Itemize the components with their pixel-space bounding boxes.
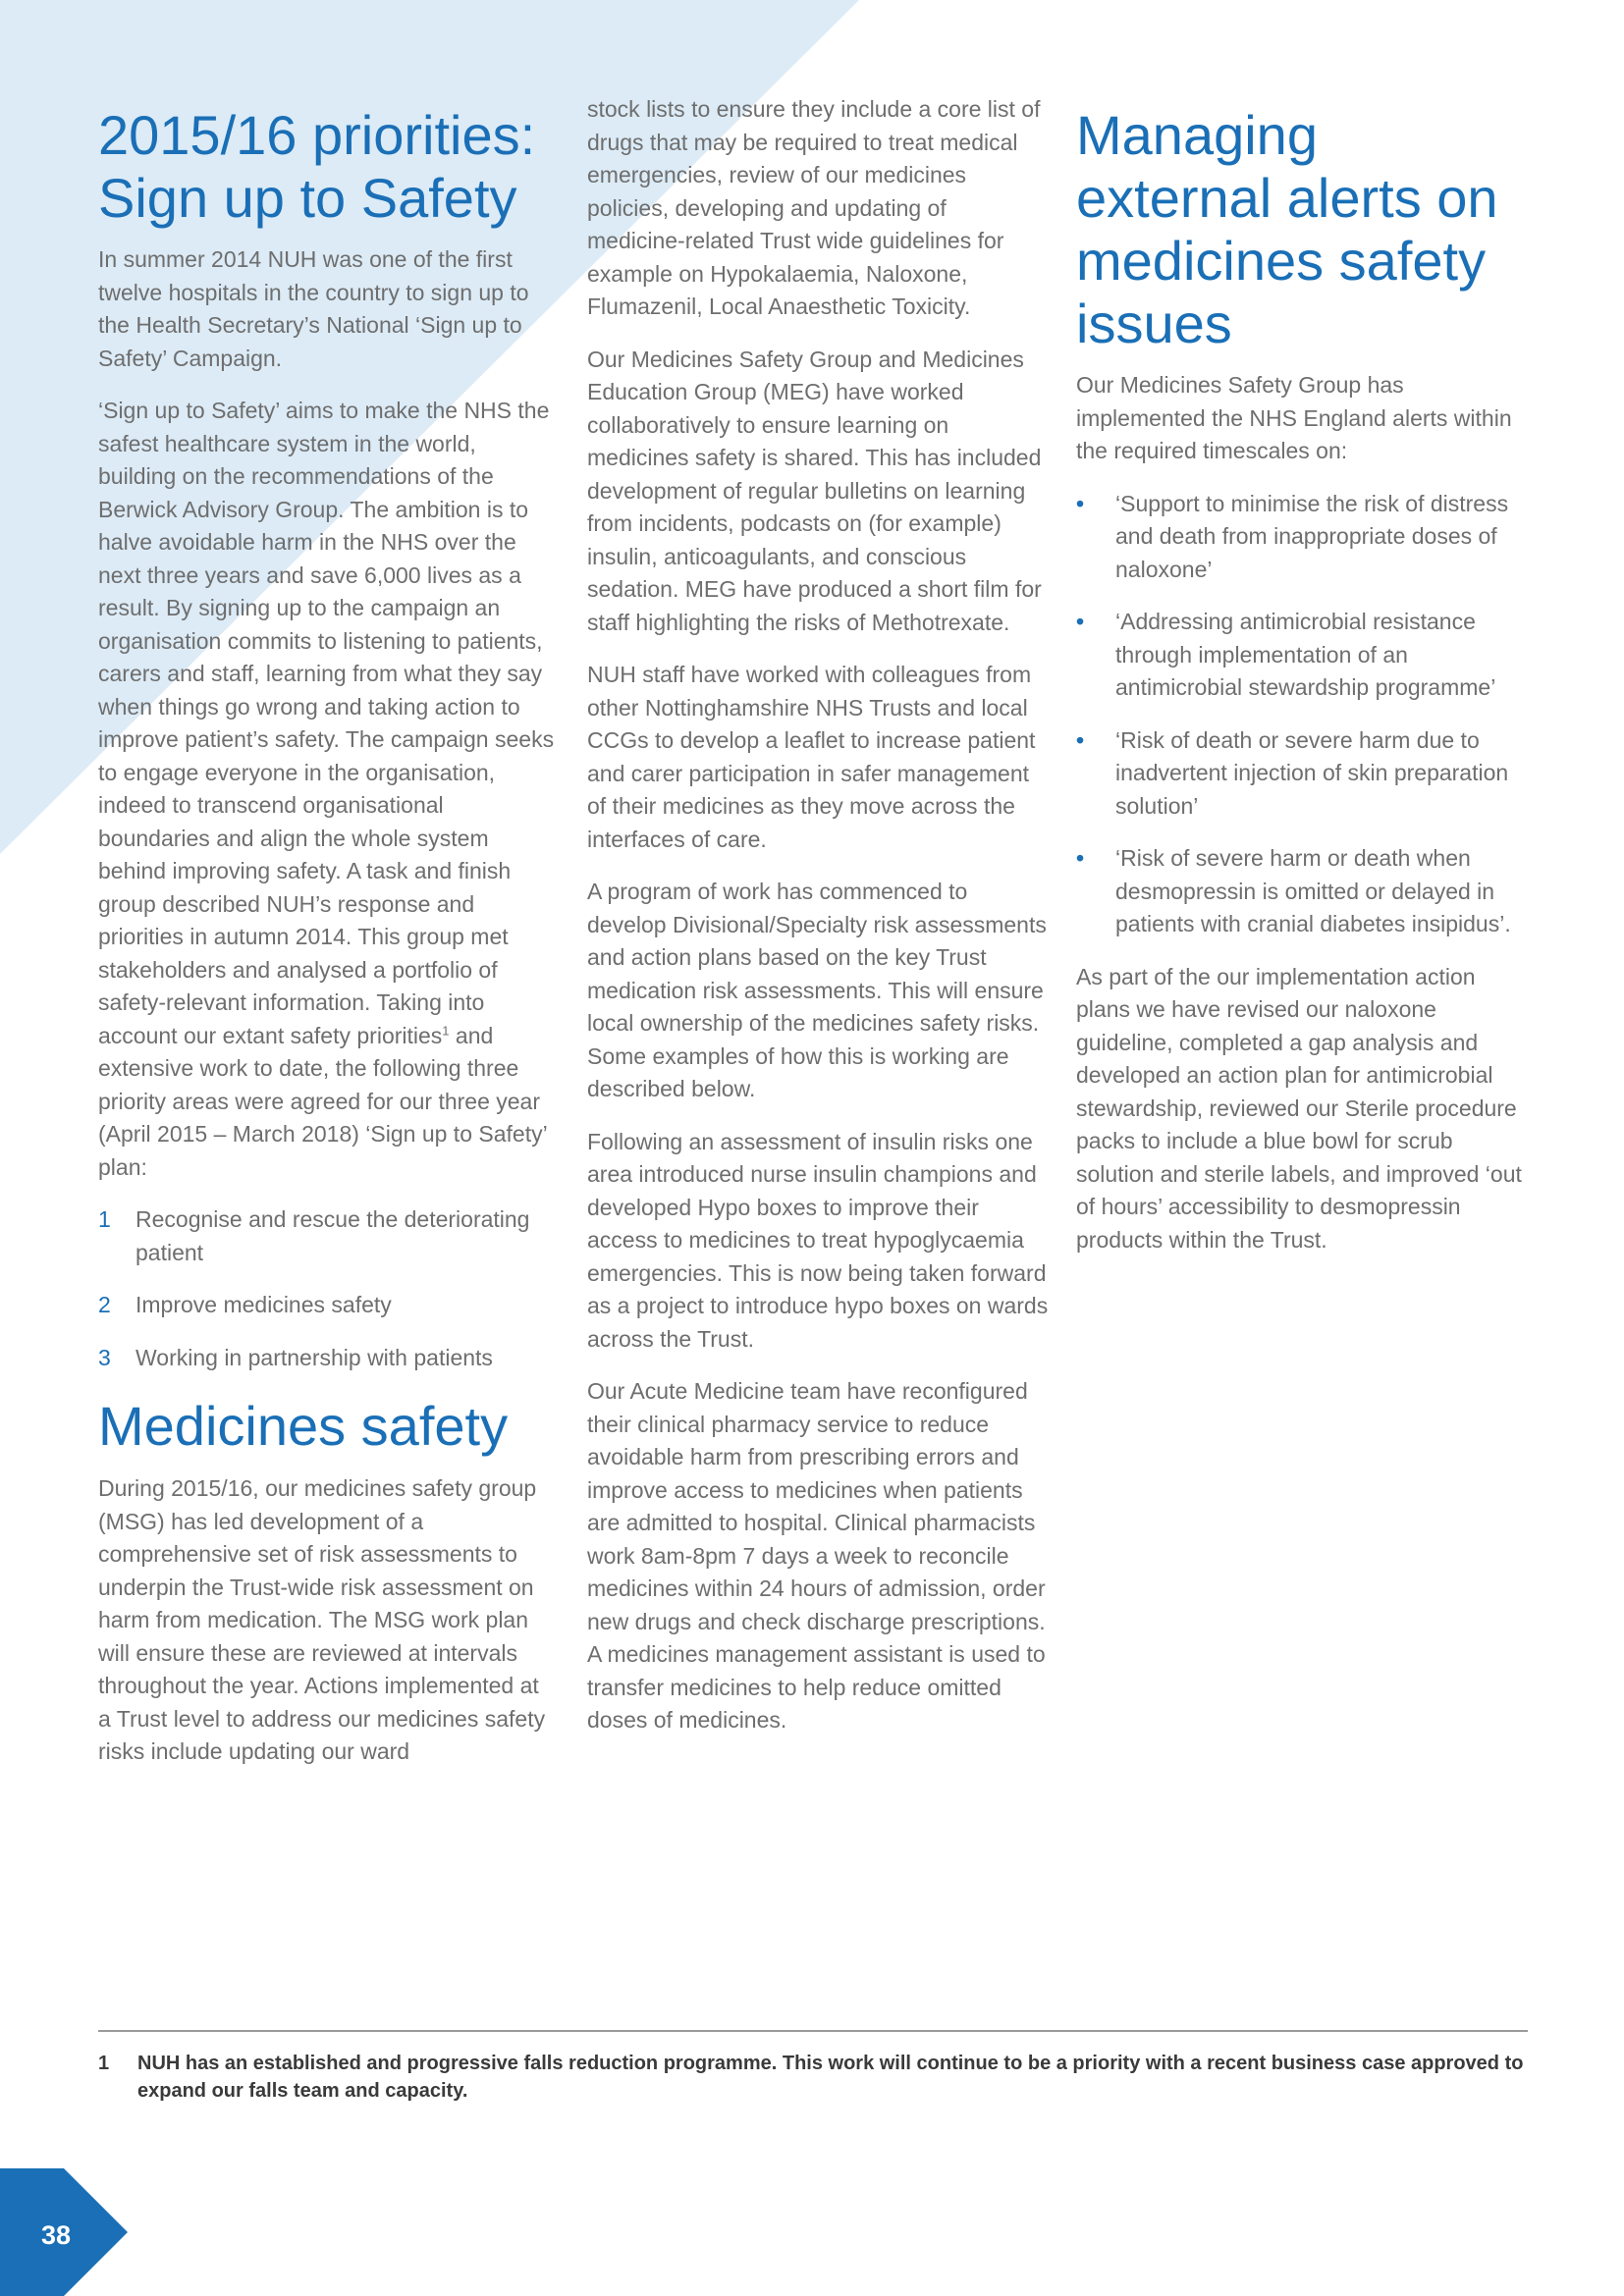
bullet-icon: • <box>1076 845 1085 871</box>
alert-text: ‘Addressing antimicrobial resistance through implementation of an antimicrobial stewardship programme’ <box>1115 609 1496 700</box>
alert-item <box>1076 842 1528 941</box>
priority-number: 2 <box>98 1292 111 1317</box>
column-left <box>98 96 555 1789</box>
paragraph-program-of-work: A program of work has commenced to develop Divisional/Specialty risk assessments and action plans based on the key Trust medication risk assessments. This will ensure local ownership of the medicines safety risks. Some examples of how this is working are described below. <box>587 879 1047 1101</box>
heading-sign-up-to-safety: 2015/16 priorities: Sign up to Safety <box>98 104 536 229</box>
heading-external-alerts: Managing external alerts on medicines safety issues <box>1076 104 1498 354</box>
footnote-divider <box>98 2030 1528 2032</box>
paragraph-acute-medicine: Our Acute Medicine team have reconfigured their clinical pharmacy service to reduce avoidable harm from prescribing errors and improve access to medicines when patients are admitted to hospital. Clinical pharmacists work 8am-8pm 7 days a week to reconcile medicines within 24 hours of admission, order new drugs and check discharge prescriptions. A medicines management assistant is used to transfer medicines to help reduce omitted doses of medicines. <box>587 1378 1046 1733</box>
paragraph-stock-lists: stock lists to ensure they include a core list of drugs that may be required to treat medical emergencies, review of our medicines policies, developing and updating of medicine-related Trust wide guidelines for example on Hypokalaemia, Naloxone, Flumazenil, Local Anaesthetic Toxicity. <box>587 96 1041 319</box>
footnote <box>98 2050 1528 2105</box>
page-number: 38 <box>41 2220 72 2250</box>
priority-item <box>98 1203 555 1269</box>
alert-item <box>1076 724 1528 824</box>
alert-item <box>1076 488 1528 587</box>
priority-text: Recognise and rescue the deteriorating patient <box>135 1206 530 1265</box>
paragraph-sign-up-aims-part1: ‘Sign up to Safety’ aims to make the NHS the safest healthcare system in the world, building on the recommendations of the Berwick Advisory Group. The ambition is to halve avoidable harm in the NHS over the next three years and save 6,000 lives as a result. By signing up to the campaign an organisation commits to listening to patients, carers and staff, learning from what they say when things go wrong and taking action to improve patient’s safety. The campaign seeks to engage everyone in the organisation, indeed to transcend organisational boundaries and align the whole system behind improving safety. A task and finish group described NUH’s response and priorities in autumn 2014. This group met stakeholders and analysed a portfolio of safety-relevant information. Taking into account our extant safety priorities <box>98 398 555 1048</box>
paragraph-leaflet: NUH staff have worked with colleagues from other Nottinghamshire NHS Trusts and local CCGs to develop a leaflet to increase patient and carer participation in safer management of their medicines as they move across the interfaces of care. <box>587 662 1036 852</box>
priority-number: 3 <box>98 1344 111 1370</box>
paragraph-implementation: As part of the our implementation action plans we have revised our naloxone guideline, completed a gap analysis and developed an action plan for antimicrobial stewardship, reviewed our Sterile procedure packs to include a blue bowl for scrub solution and sterile labels, and improved ‘out of hours’ accessibility to desmopressin products within the Trust. <box>1076 963 1522 1253</box>
paragraph-insulin-risks: Following an assessment of insulin risks one area introduced nurse insulin champions and developed Hypo boxes to improve their access to medicines to treat hypoglycaemia emergencies. This is now being taken forward as a project to introduce hypo boxes on wards across the Trust. <box>587 1128 1049 1352</box>
priority-item <box>98 1289 555 1322</box>
heading-medicines-safety: Medicines safety <box>98 1395 509 1457</box>
alert-text: ‘Risk of severe harm or death when desmopressin is omitted or delayed in patients with cranial diabetes insipidus’. <box>1115 845 1511 936</box>
column-right <box>1076 96 1528 1276</box>
alert-text: ‘Support to minimise the risk of distress and death from inappropriate doses of naloxone’ <box>1115 490 1509 582</box>
paragraph-summer-2014: In summer 2014 NUH was one of the first twelve hospitals in the country to sign up to the Health Secretary’s National ‘Sign up to Safety’ Campaign. <box>98 246 529 371</box>
priority-text: Working in partnership with patients <box>135 1344 493 1370</box>
paragraph-medicines-safety: During 2015/16, our medicines safety group (MSG) has led development of a comprehensive set of risk assessments to underpin the Trust-wide risk assessment on harm from medication. The MSG work plan will ensure these are reviewed at intervals throughout the year. Actions implemented at a Trust level to address our medicines safety risks include updating our ward <box>98 1475 546 1764</box>
alert-item <box>1076 606 1528 705</box>
footnote-number: 1 <box>98 2053 110 2074</box>
bullet-icon: • <box>1076 726 1085 753</box>
priority-text: Improve medicines safety <box>135 1292 392 1317</box>
bullet-icon: • <box>1076 609 1085 634</box>
alert-text: ‘Risk of death or severe harm due to inadvertent injection of skin preparation solution’ <box>1115 726 1509 819</box>
column-middle <box>587 96 1049 1757</box>
paragraph-medicines-education: Our Medicines Safety Group and Medicines Education Group (MEG) have worked collaboratively to ensure learning on medicines safety is shared. This has included development of regular bulletins on learning from incidents, podcasts on (for example) insulin, anticoagulants, and conscious sedation. MEG have produced a short film for staff highlighting the risks of Methotrexate. <box>587 346 1042 635</box>
paragraph-sign-up-aims <box>98 395 555 1184</box>
priority-item <box>98 1342 555 1375</box>
priority-number: 1 <box>98 1206 111 1232</box>
priority-list <box>98 1203 555 1374</box>
alerts-list <box>1076 488 1528 941</box>
footnote-text: NUH has an established and progressive falls reduction programme. This work will continue to be a priority with a recent business case approved to expand our falls team and capacity. <box>137 2053 1524 2102</box>
footnote-reference: 1 <box>442 1022 450 1038</box>
paragraph-sign-up-aims-part2: and extensive work to date, the following three priority areas were agreed for our three year (April 2015 – March 2018) ‘Sign up to Safety’ plan: <box>98 1022 547 1180</box>
paragraph-alerts-intro: Our Medicines Safety Group has implemented the NHS England alerts within the required timescales on: <box>1076 372 1512 463</box>
bullet-icon: • <box>1076 490 1085 516</box>
